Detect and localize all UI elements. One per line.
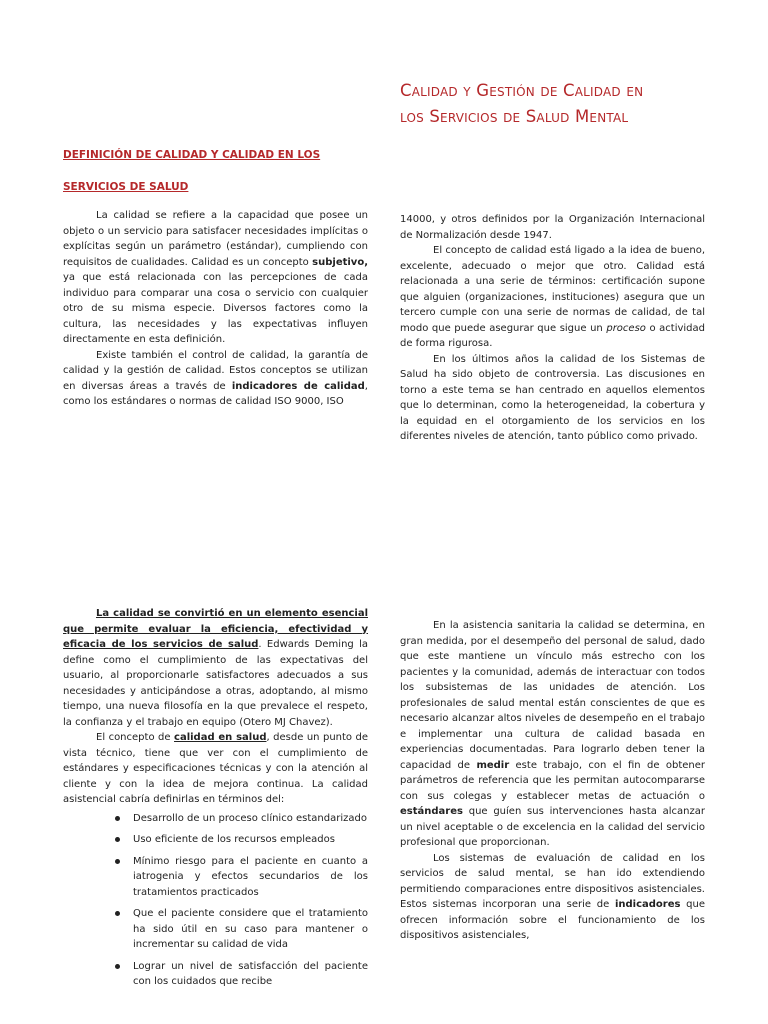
text: o actividad de forma rigurosa. <box>400 322 706 349</box>
document-title <box>400 78 740 130</box>
bold-underlined-statement: La calidad se convirtió en un elemento esencial que permite evaluar la eficiencia, efectividad y eficacia de los servicios de salud <box>63 608 368 650</box>
text: este trabajo, con el fin de obtener parámetros de referencia que les permitan autocompararse con sus colegas y establecer metas de actuación o <box>400 759 706 802</box>
section-heading-line-2: SERVICIOS DE SALUD <box>63 181 189 193</box>
paragraph <box>63 208 368 348</box>
text: . Edwards Deming la define como el cumplimiento de las expectativas del usuario, al proporcionarle satisfactores adecuados a sus necesidades y anticipándose a otras, adoptando, al mismo tiempo, una nueva filosofía en la que prevalece el respeto, la confianza y el trabajo en equipo (Otero MJ Chavez). <box>63 639 368 728</box>
text: , como los estándares o normas de calidad ISO 9000, ISO <box>63 380 368 407</box>
bold-term: subjetivo, <box>312 256 368 268</box>
text: En la asistencia sanitaria la calidad se determina, en gran medida, por el desempeño del personal de salud, dado que este mantiene un vínculo más estrecho con los pacientes y la comunidad, además de interactuar con todos los subsistemas de las unidades de atención. Los profesionales de salud mental están conscientes de que es necesario alcanzar altos niveles de desempeño en el trabajo e implementar una cultura de calidad basada en experiencias documentadas. Para lograrlo deben tener la capacidad de <box>400 620 705 771</box>
list-item: Que el paciente considere que el tratamiento ha sido útil en su caso para mantener o incrementar su calidad de vida <box>113 906 368 953</box>
text: Existe también el control de calidad, la garantía de calidad y la gestión de calidad. Estos conceptos se utilizan en diversas áreas a través de <box>63 349 368 392</box>
list-item: Desarrollo de un proceso clínico estandarizado <box>113 811 368 827</box>
text: ya que está relacionada con las percepciones de cada individuo para comparar una cosa o servicio con cualquier otro de su misma especie. Diversos factores como la cultura, las necesidades y las expectativas influyen directamente en esta definición. <box>63 272 368 345</box>
text: El concepto de <box>96 732 175 743</box>
column-bottom-left <box>63 606 368 996</box>
text: , desde un punto de vista técnico, tiene que ver con el cumplimiento de estándares y especificaciones técnicas y con la atención al cliente y con la idea de mejora continua. La calidad asistencial cabría definirlas en términos del: <box>63 732 369 805</box>
paragraph <box>63 730 368 808</box>
paragraph: En los últimos años la calidad de los Sistemas de Salud ha sido objeto de controversia. Las discusiones en torno a este tema se han centrado en aquellos elementos que lo determinan, como la heterogeneidad, la cobertura y la equidad en el otorgamiento de los servicios en los diferentes niveles de atención, tanto público como privado. <box>400 353 705 442</box>
paragraph <box>400 243 705 352</box>
section-heading <box>63 139 383 203</box>
paragraph <box>400 851 705 944</box>
paragraph: 14000, y otros definidos por la Organización Internacional de Normalización desde 1947. <box>400 214 705 241</box>
bold-term: medir <box>476 759 510 771</box>
italic-term: proceso <box>606 322 646 334</box>
bullet-list <box>3 811 368 990</box>
title-line-1: Calidad y Gestión de Calidad en <box>400 81 644 100</box>
column-top-right <box>400 212 705 445</box>
list-item: Lograr un nivel de satisfacción del paciente con los cuidados que recibe <box>113 959 368 990</box>
text: El concepto de calidad está ligado a la idea de bueno, excelente, adecuado o mejor que otro. Calidad está relacionada a una serie de términos: certificación supone que alguien (organizaciones, instituciones) asegura que un tercero cumple con una serie de normas de calidad, de tal modo que puede asegurar que sigue un <box>400 245 705 334</box>
column-bottom-right <box>400 618 705 944</box>
text: que guíen sus intervenciones hasta alcanzar un nivel aceptable o de excelencia en la calidad del servicio profesional que proporcionan. <box>400 806 705 848</box>
section-heading-line-1: DEFINICIÓN DE CALIDAD Y CALIDAD EN LOS <box>63 149 321 161</box>
paragraph <box>63 606 368 730</box>
bold-term: indicadores de calidad <box>231 380 365 392</box>
text: La calidad se refiere a la capacidad que posee un objeto o un servicio para satisfacer necesidades implícitas o explícitas según un parámetro (estándar), cumpliendo con requisitos de cualidades. Calidad es un concepto <box>63 210 368 268</box>
paragraph <box>63 348 368 410</box>
list-item: Uso eficiente de los recursos empleados <box>113 832 368 848</box>
title-line-2: los Servicios de Salud Mental <box>400 107 629 126</box>
paragraph <box>400 618 705 851</box>
bold-term: estándares <box>400 806 463 817</box>
bold-underlined-term: calidad en salud <box>174 732 267 743</box>
bold-term: indicadores <box>614 899 681 910</box>
column-top-left <box>63 208 368 410</box>
text: que ofrecen información sobre el funcionamiento de los dispositivos asistenciales, <box>400 899 705 941</box>
text: Los sistemas de evaluación de calidad en los servicios de salud mental, se han ido extendiendo permitiendo comparaciones entre dispositivos asistenciales. Estos sistemas incorporan una serie de <box>400 852 705 910</box>
list-item: Mínimo riesgo para el paciente en cuanto a iatrogenia y efectos secundarios de los tratamientos practicados <box>113 854 368 901</box>
